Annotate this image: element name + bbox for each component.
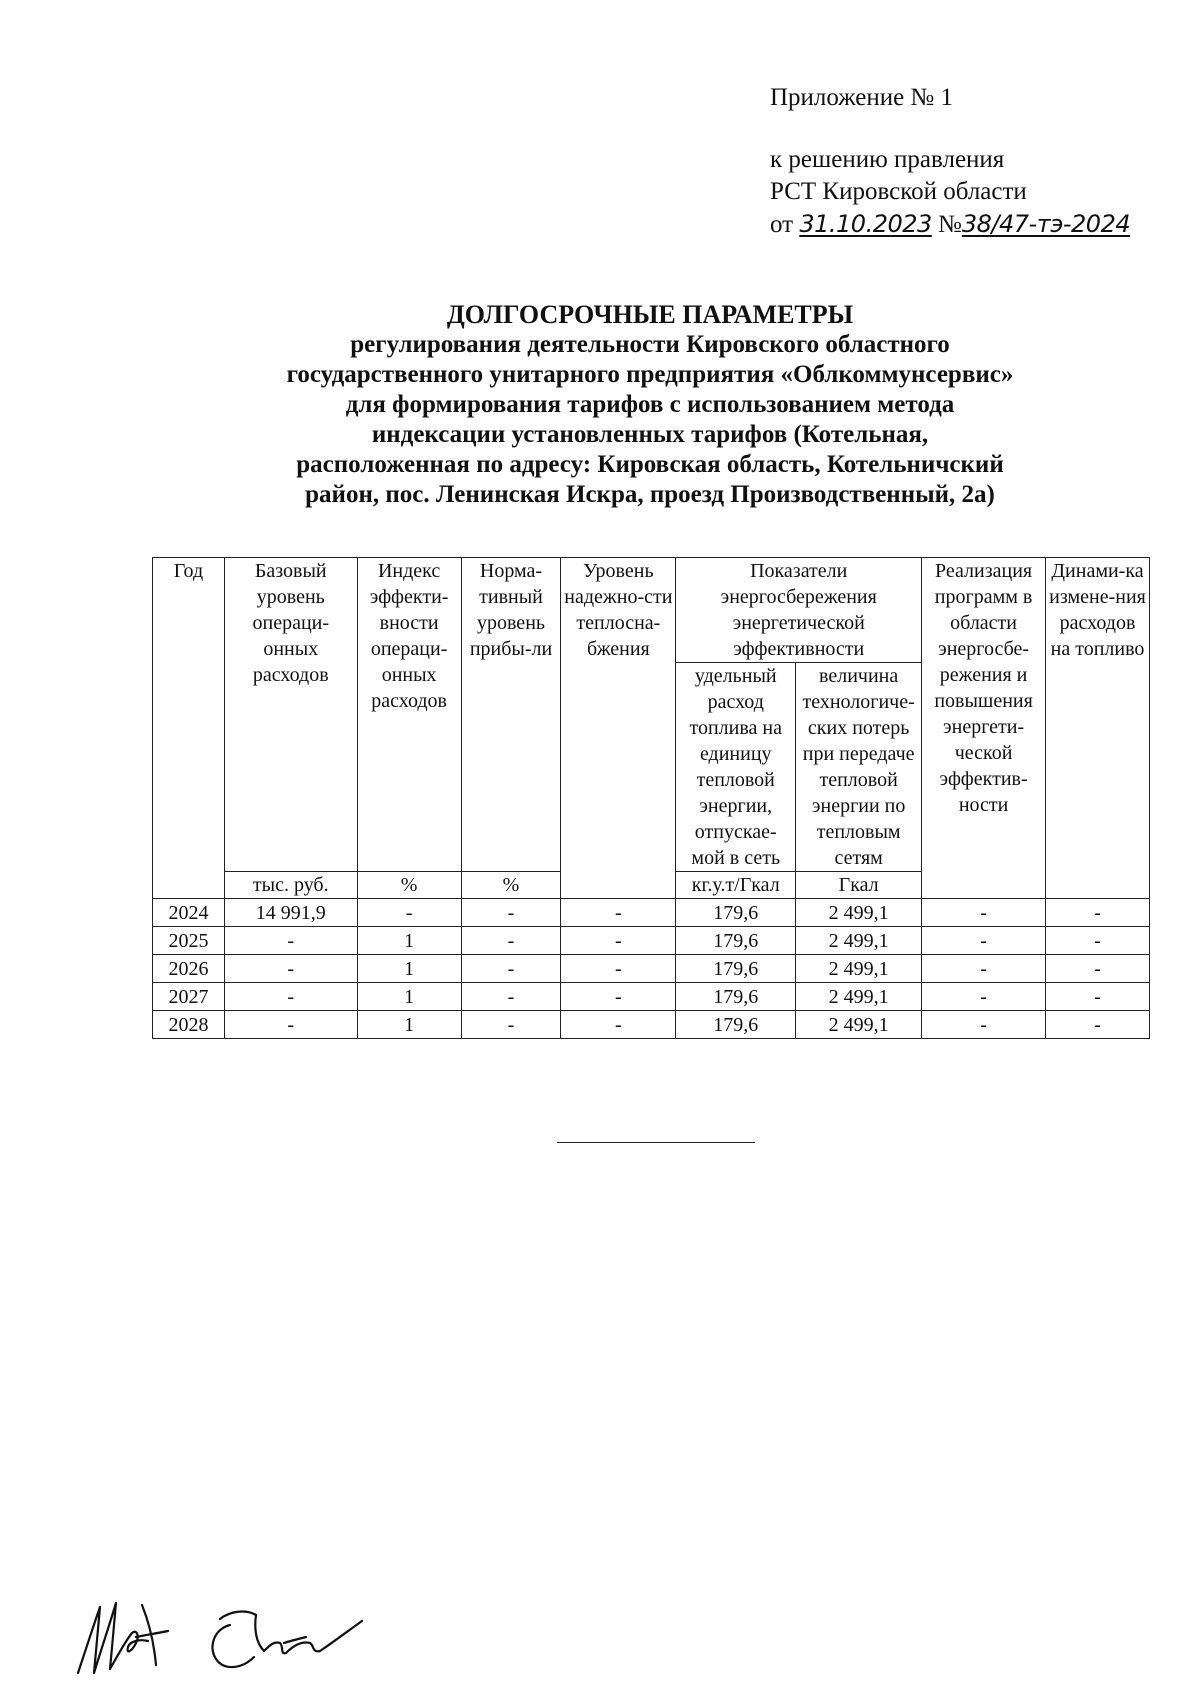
table-row — [153, 927, 1150, 955]
cell-base-opex: - — [224, 927, 357, 955]
appendix-line-1: к решению правления — [770, 146, 1005, 173]
header-efficiency-index: Индекс эффекти-вности операци-онных расходов — [357, 558, 461, 872]
closing-rule — [557, 1142, 755, 1143]
table-row — [153, 983, 1150, 1011]
handwritten-signature-icon — [70, 1585, 410, 1685]
header-losses: величина технологиче-ских потерь при передаче тепловой энергии по тепловым сетям — [796, 663, 922, 872]
unit-losses: Гкал — [796, 872, 922, 899]
cell-reliability: - — [561, 899, 676, 927]
cell-programs: - — [922, 955, 1046, 983]
cell-efficiency-index: 1 — [357, 927, 461, 955]
cell-base-opex: - — [224, 1011, 357, 1039]
cell-efficiency-index: - — [357, 899, 461, 927]
cell-programs: - — [922, 1011, 1046, 1039]
cell-year: 2026 — [153, 955, 225, 983]
parameters-table — [152, 557, 1150, 1039]
cell-efficiency-index: 1 — [357, 955, 461, 983]
title-line: для формирования тарифов с использованием метода — [345, 391, 955, 418]
cell-programs: - — [922, 927, 1046, 955]
cell-losses: 2 499,1 — [796, 955, 922, 983]
cell-year: 2024 — [153, 899, 225, 927]
spacer — [770, 114, 1170, 144]
cell-base-opex: - — [224, 955, 357, 983]
cell-fuel-rate: 179,6 — [676, 899, 796, 927]
cell-fuel-dynamics: - — [1046, 899, 1150, 927]
cell-efficiency-index: 1 — [357, 983, 461, 1011]
table-row — [153, 955, 1150, 983]
document-title — [200, 300, 1100, 510]
cell-base-opex: 14 991,9 — [224, 899, 357, 927]
cell-profit: - — [461, 983, 561, 1011]
cell-programs: - — [922, 899, 1046, 927]
cell-reliability: - — [561, 927, 676, 955]
cell-profit: - — [461, 1011, 561, 1039]
cell-profit: - — [461, 899, 561, 927]
cell-losses: 2 499,1 — [796, 899, 922, 927]
cell-year: 2027 — [153, 983, 225, 1011]
header-reliability: Уровень надежно-сти теплосна-бжения — [561, 558, 676, 899]
cell-losses: 2 499,1 — [796, 927, 922, 955]
cell-base-opex: - — [224, 983, 357, 1011]
decision-number: 38/47-тэ-2024 — [961, 210, 1131, 238]
cell-fuel-rate: 179,6 — [676, 955, 796, 983]
title-line: регулирования деятельности Кировского областного — [350, 331, 950, 358]
header-base-opex: Базовый уровень операци-онных расходов — [224, 558, 357, 872]
table-row — [153, 899, 1150, 927]
table-row — [153, 1011, 1150, 1039]
cell-reliability: - — [561, 1011, 676, 1039]
cell-fuel-rate: 179,6 — [676, 983, 796, 1011]
appendix-label: Приложение № 1 — [770, 84, 954, 111]
header-energy-group: Показатели энергосбережения энергетической эффективности — [676, 558, 922, 663]
cell-fuel-dynamics: - — [1046, 983, 1150, 1011]
date-prefix: от — [770, 211, 794, 238]
title-line: район, пос. Ленинская Искра, проезд Производственный, 2а) — [305, 481, 995, 508]
unit-profit: % — [461, 872, 561, 899]
unit-efficiency-index: % — [357, 872, 461, 899]
cell-programs: - — [922, 983, 1046, 1011]
cell-losses: 2 499,1 — [796, 983, 922, 1011]
cell-fuel-dynamics: - — [1046, 927, 1150, 955]
cell-reliability: - — [561, 983, 676, 1011]
cell-fuel-dynamics: - — [1046, 955, 1150, 983]
cell-efficiency-index: 1 — [357, 1011, 461, 1039]
cell-fuel-rate: 179,6 — [676, 1011, 796, 1039]
cell-profit: - — [461, 955, 561, 983]
cell-losses: 2 499,1 — [796, 1011, 922, 1039]
cell-year: 2028 — [153, 1011, 225, 1039]
header-row — [153, 558, 1150, 663]
appendix-line-3 — [770, 208, 1170, 241]
cell-profit: - — [461, 927, 561, 955]
cell-fuel-rate: 179,6 — [676, 927, 796, 955]
header-year: Год — [153, 558, 225, 899]
title-line: государственного унитарного предприятия «Облкоммунсервис» — [286, 361, 1014, 388]
decision-date: 31.10.2023 — [799, 210, 932, 238]
unit-fuel-rate: кг.у.т/Гкал — [676, 872, 796, 899]
cell-fuel-dynamics: - — [1046, 1011, 1150, 1039]
title-line: расположенная по адресу: Кировская область, Котельничский — [296, 451, 1004, 478]
unit-base-opex: тыс. руб. — [224, 872, 357, 899]
title-line: индексации установленных тарифов (Котельная, — [371, 421, 929, 448]
header-fuel-rate: удельный расход топлива на единицу тепловой энергии, отпускае-мой в сеть — [676, 663, 796, 872]
header-profit: Норма-тивный уровень прибы-ли — [461, 558, 561, 872]
cell-year: 2025 — [153, 927, 225, 955]
header-fuel-dynamics: Динами-ка измене-ния расходов на топливо — [1046, 558, 1150, 899]
appendix-block — [770, 82, 1170, 241]
header-programs: Реализация программ в области энергосбе-режения и повышения энергети-ческой эффектив-ности — [922, 558, 1046, 899]
cell-reliability: - — [561, 955, 676, 983]
number-prefix: № — [938, 211, 962, 238]
appendix-line-2: РСТ Кировской области — [770, 178, 1027, 205]
title-main: ДОЛГОСРОЧНЫЕ ПАРАМЕТРЫ — [446, 300, 854, 329]
